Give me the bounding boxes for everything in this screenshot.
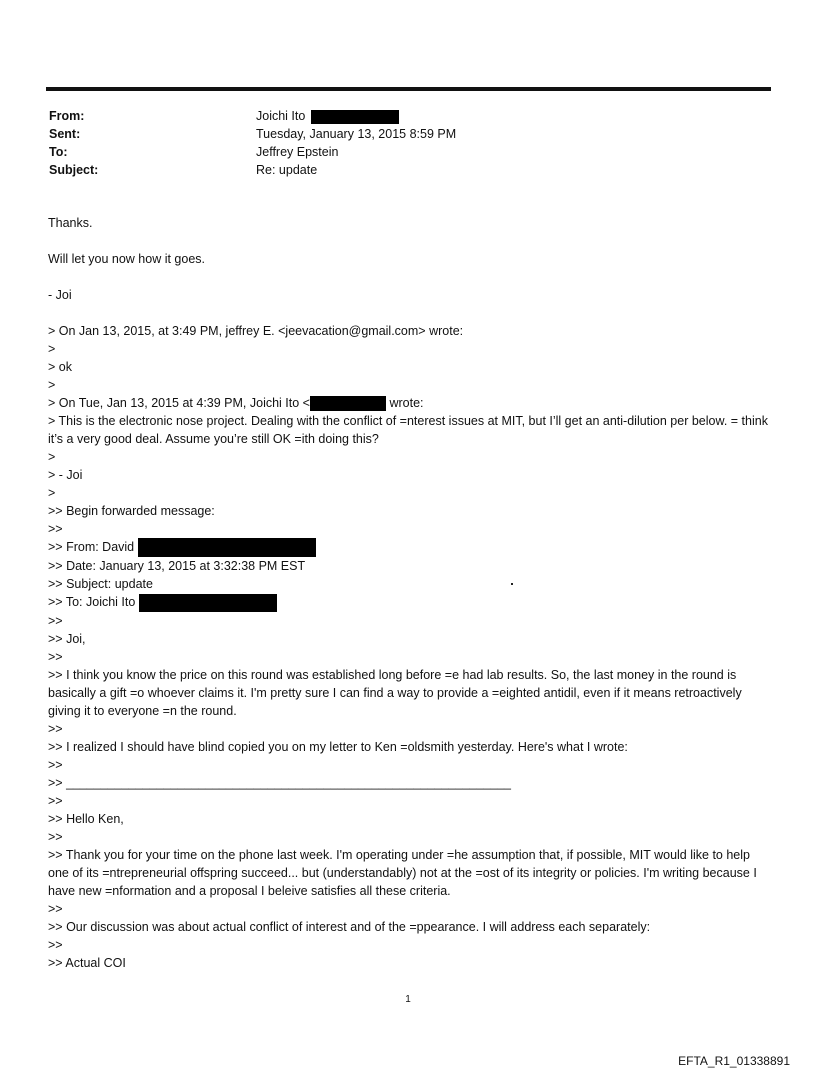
sent-value: Tuesday, January 13, 2015 8:59 PM (256, 127, 457, 141)
quoted-line: > - Joi (48, 468, 83, 482)
quoted-line: > On Jan 13, 2015, at 3:49 PM, jeffrey E. <jeevacation@gmail.com> wrote: (48, 324, 464, 338)
signature-line: - Joi (48, 288, 72, 302)
quoted-line: >> Date: January 13, 2015 at 3:32:38 PM EST (48, 559, 306, 574)
quoted-paragraph: > This is the electronic nose project. Dealing with the conflict of =nterest issues at MIT, but I’ll get an anti-dilution per below. = think it’s a very good deal. Assume you’re still OK =ith doing this? (48, 414, 768, 446)
quoted-line: >> (48, 649, 63, 664)
quoted-line: >> Begin forwarded message: (48, 504, 215, 518)
quoted-line: > (48, 450, 56, 464)
body-line: Thanks. (48, 216, 93, 230)
quoted-line: >> Our discussion was about actual conflict of interest and of the =ppearance. I will address each separately: (48, 919, 651, 934)
quoted-line: >> (48, 793, 63, 808)
quoted-paragraph: >> I think you know the price on this round was established long before =e had lab results. So, the last money in the round is basically a gift =o whoever claims it. I'm pretty sure I can find a way to provide a =eighted antidil, even if it means retroactively giving it to everyone =n the round. (48, 667, 742, 718)
quoted-line: > ok (48, 360, 72, 374)
bates-number: EFTA_R1_01338891 (678, 1054, 790, 1068)
body-line: Will let you now how it goes. (48, 252, 206, 266)
quoted-line: >> (48, 901, 63, 916)
from-label: From: (49, 109, 85, 123)
quoted-line: >> (48, 613, 63, 628)
quoted-text: >> From: David (48, 540, 135, 554)
quoted-line (48, 593, 772, 612)
page-number: 1 (405, 994, 411, 1005)
quoted-line: >> I realized I should have blind copied you on my letter to Ken =oldsmith yesterday. Here's what I wrote: (48, 739, 628, 754)
quoted-text: wrote: (389, 396, 424, 410)
quoted-line: >> Joi, (48, 631, 86, 646)
to-label: To: (49, 145, 68, 159)
quoted-line: >> Subject: update (48, 577, 153, 592)
redaction-box (310, 396, 386, 411)
redaction-box (139, 594, 277, 612)
quoted-line: >> (48, 829, 63, 844)
quoted-line: >> (48, 522, 63, 536)
quoted-line (48, 394, 772, 412)
quoted-line: >> Actual COI (48, 955, 126, 970)
email-body (48, 214, 772, 972)
quoted-text: >> To: Joichi Ito (48, 595, 136, 610)
from-value: Joichi Ito (256, 109, 306, 123)
quoted-line: > (48, 378, 56, 392)
quoted-line: > (48, 342, 56, 356)
subject-label: Subject: (49, 163, 99, 177)
redaction-box (311, 110, 399, 124)
to-value: Jeffrey Epstein (256, 145, 339, 159)
quoted-text: > On Tue, Jan 13, 2015 at 4:39 PM, Joichi Ito < (48, 396, 310, 410)
quoted-line: > (48, 486, 56, 500)
quoted-line: >> Hello Ken, (48, 811, 124, 826)
sent-label: Sent: (49, 127, 81, 141)
quoted-line: >> (48, 757, 63, 772)
header-rule (46, 87, 771, 91)
redaction-box (138, 538, 316, 557)
subject-value: Re: update (256, 163, 318, 177)
quoted-line (48, 538, 772, 557)
quoted-line: >> (48, 937, 63, 952)
quoted-paragraph: >> Thank you for your time on the phone last week. I'm operating under =he assumption that, if possible, MIT would like to help one of its =ntrepreneurial offspring succeed... but (understandably) not at the =ost of its integrity or policies. I'm writing because I have new =nformation and a proposal I beleive satisfies all these criteria. (48, 847, 757, 898)
stray-dot (511, 583, 513, 585)
quoted-line: >> (48, 721, 63, 736)
quoted-separator: >> ________________________________________________________________ (48, 775, 511, 790)
